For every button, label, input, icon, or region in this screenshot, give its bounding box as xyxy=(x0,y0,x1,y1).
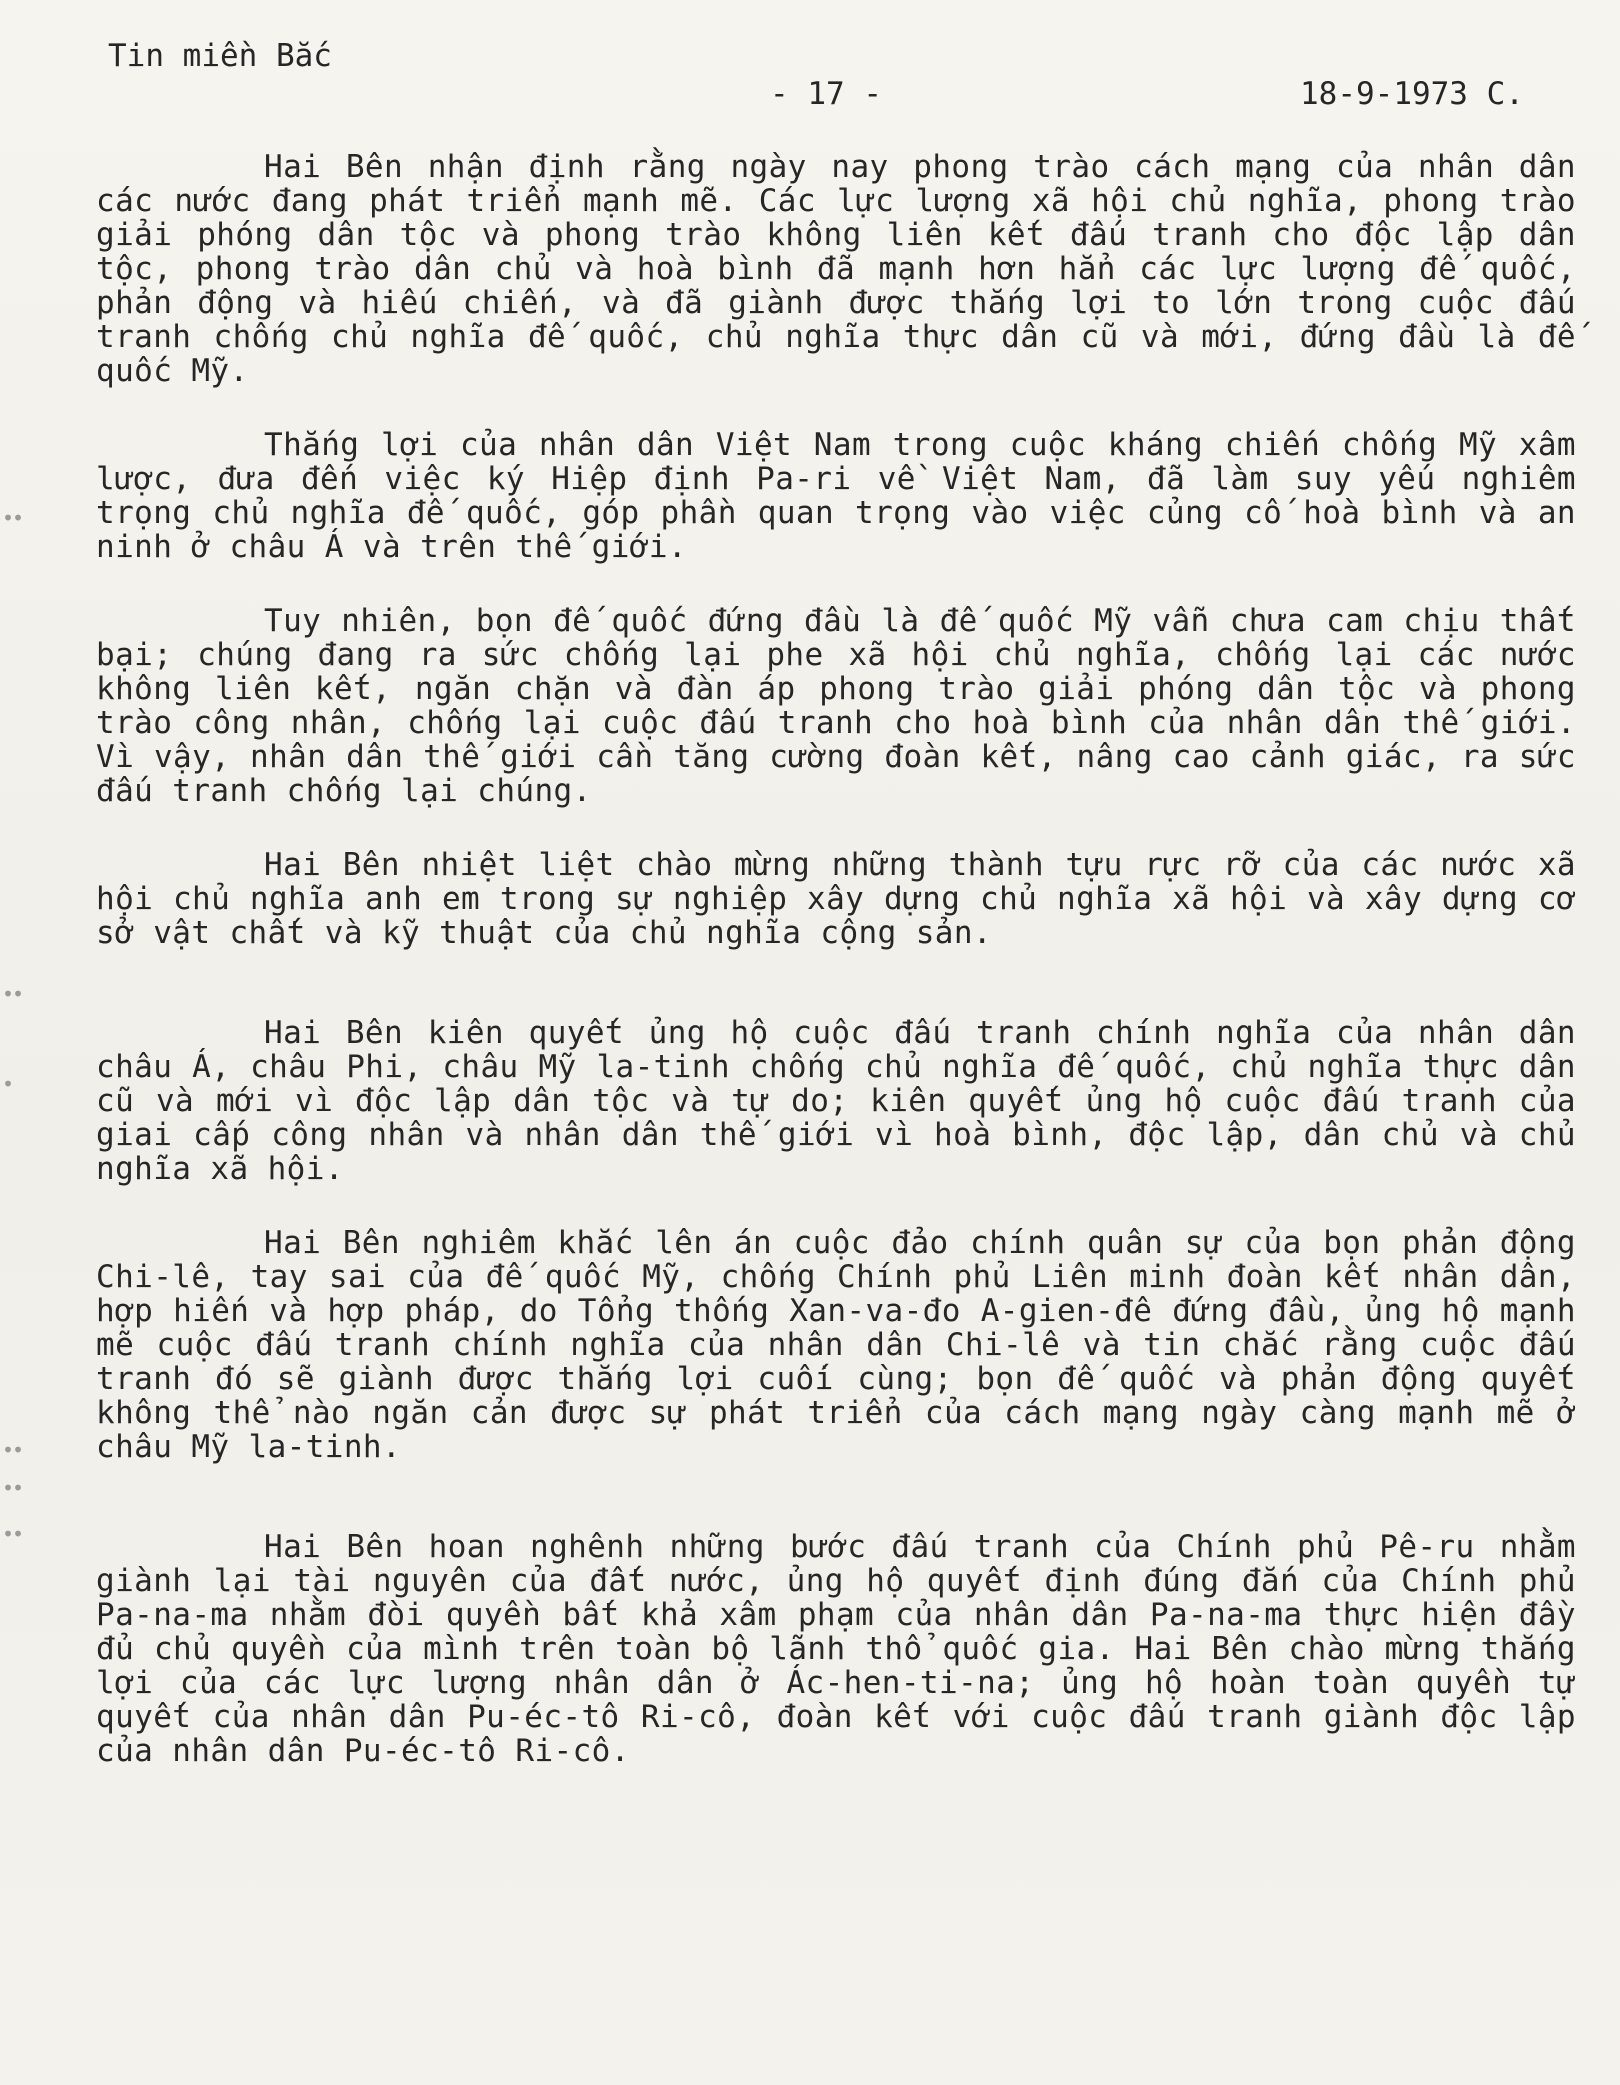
page-header xyxy=(0,32,1620,112)
paragraph: Hai Bên kiên quyết ủng hộ cuộc đấu tranh chính nghĩa của nhân dân châu Á, châu Phi, châu Mỹ la-tinh chống chủ nghĩa đế quốc, chủ nghĩa thực dân cũ và mới vì độc lập dân tộc và tự do; kiên quyết ủng hộ cuộc đấu tranh của giai cấp công nhân và nhân dân thế giới vì hoà bình, độc lập, dân chủ và chủ nghĩa xã hội. xyxy=(96,1015,1576,1187)
margin-bleed-mark: •• xyxy=(2,982,23,1006)
paragraph: Thắng lợi của nhân dân Việt Nam trong cuộc kháng chiến chống Mỹ xâm lược, đưa đến việc ký Hiệp định Pa-ri về Việt Nam, đã làm suy yếu nghiêm trọng chủ nghĩa đế quốc, góp phần quan trọng vào việc củng cố hoà bình và an ninh ở châu Á và trên thế giới. xyxy=(96,427,1576,565)
margin-bleed-mark: • xyxy=(2,1072,13,1096)
margin-bleed-mark: •• xyxy=(2,1438,23,1462)
paragraph: Hai Bên nhận định rằng ngày nay phong trào cách mạng của nhân dân các nước đang phát triển mạnh mẽ. Các lực lượng xã hội chủ nghĩa, phong trào giải phóng dân tộc và phong trào không liên kết đấu tranh cho độc lập dân tộc, phong trào dân chủ và hoà bình đã mạnh hơn hẳn các lực lượng đế quốc, phản động và hiếu chiến, và đã giành được thắng lợi to lớn trong cuộc đấu tranh chống chủ nghĩa đế quốc, chủ nghĩa thực dân cũ và mới, đứng đầu là đế quốc Mỹ. xyxy=(96,149,1576,389)
paragraph: Hai Bên nghiêm khắc lên án cuộc đảo chính quân sự của bọn phản động Chi-lê, tay sai của đế quốc Mỹ, chống Chính phủ Liên minh đoàn kết nhân dân, hợp hiến và hợp pháp, do Tổng thống Xan-va-đo A-gien-đê đứng đầu, ủng hộ mạnh mẽ cuộc đấu tranh chính nghĩa của nhân dân Chi-lê và tin chắc rằng cuộc đấu tranh đó sẽ giành được thắng lợi cuối cùng; bọn đế quốc và phản động quyết không thể nào ngăn cản được sự phát triển của cách mạng ngày càng mạnh mẽ ở châu Mỹ la-tinh. xyxy=(96,1225,1576,1465)
header-date: 18-9-1973 C. xyxy=(1300,76,1524,112)
document-body xyxy=(96,150,1576,1768)
header-source: Tin miền Bắc xyxy=(108,38,332,74)
paragraph: Hai Bên hoan nghênh những bước đấu tranh của Chính phủ Pê-ru nhằm giành lại tài nguyên của đất nước, ủng hộ quyết định đúng đắn của Chính phủ Pa-na-ma nhằm đòi quyền bất khả xâm phạm của nhân dân Pa-na-ma thực hiện đầy đủ chủ quyền của mình trên toàn bộ lãnh thổ quốc gia. Hai Bên chào mừng thắng lợi của các lực lượng nhân dân ở Ác-hen-ti-na; ủng hộ hoàn toàn quyền tự quyết của nhân dân Pu-éc-tô Ri-cô, đoàn kết với cuộc đấu tranh giành độc lập của nhân dân Pu-éc-tô Ri-cô. xyxy=(96,1529,1576,1769)
margin-bleed-mark: •• xyxy=(2,506,23,530)
margin-bleed-mark: •• xyxy=(2,1476,23,1500)
left-margin-bleed xyxy=(0,0,30,2085)
page-number: - 17 - xyxy=(770,76,882,112)
paragraph: Hai Bên nhiệt liệt chào mừng những thành tựu rực rỡ của các nước xã hội chủ nghĩa anh em trong sự nghiệp xây dựng chủ nghĩa xã hội và xây dựng cơ sở vật chất và kỹ thuật của chủ nghĩa cộng sản. xyxy=(96,847,1576,951)
margin-bleed-mark: •• xyxy=(2,1522,23,1546)
paragraph: Tuy nhiên, bọn đế quốc đứng đầu là đế quốc Mỹ vẫn chưa cam chịu thất bại; chúng đang ra sức chống lại phe xã hội chủ nghĩa, chống lại các nước không liên kết, ngăn chặn và đàn áp phong trào giải phóng dân tộc và phong trào công nhân, chống lại cuộc đấu tranh cho hoà bình của nhân dân thế giới. Vì vậy, nhân dân thế giới cần tăng cường đoàn kết, nâng cao cảnh giác, ra sức đấu tranh chống lại chúng. xyxy=(96,603,1576,809)
